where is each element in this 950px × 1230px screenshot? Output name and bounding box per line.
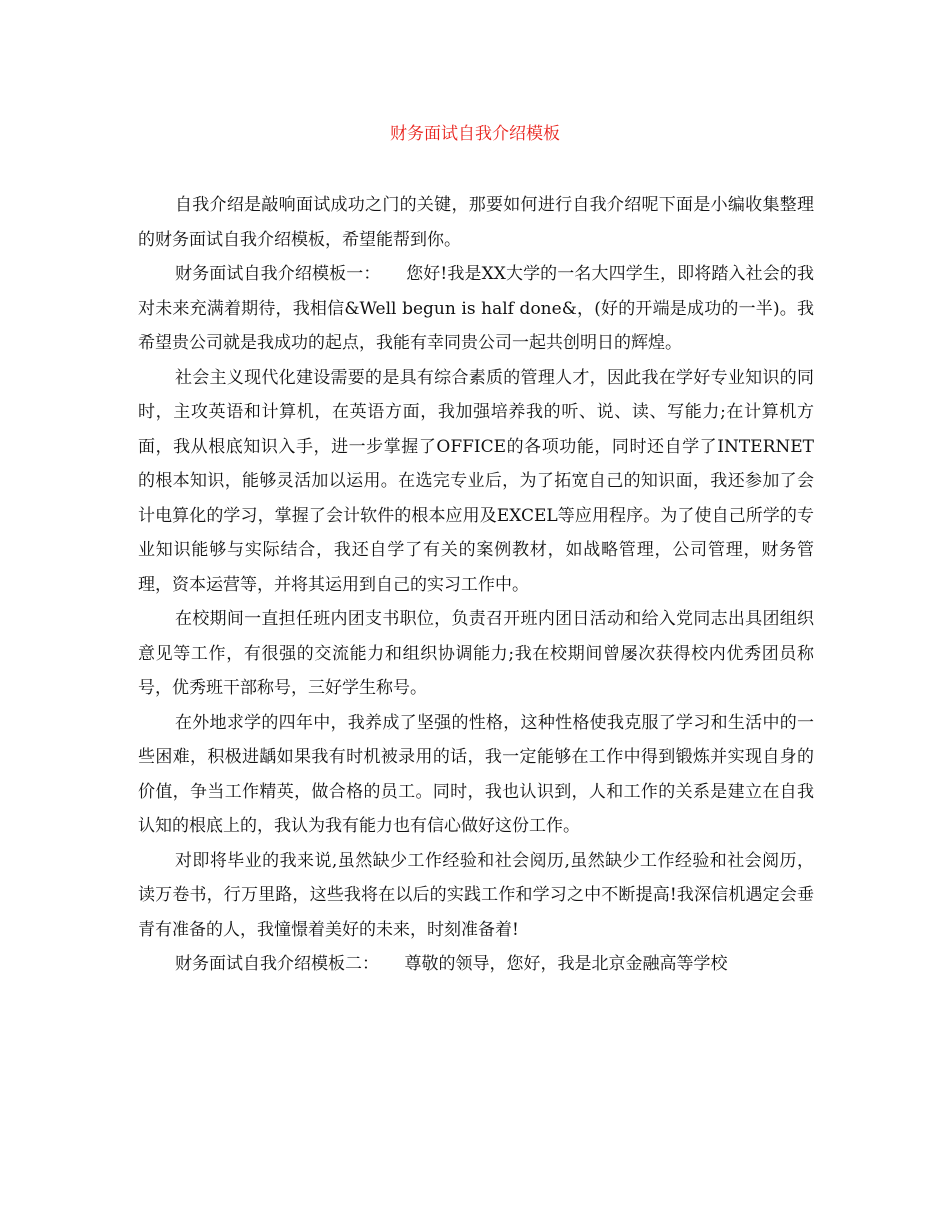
paragraph-template-two: 财务面试自我介绍模板二： 尊敬的领导，您好，我是北京金融高等学校 [175, 954, 728, 974]
paragraph-template-one: 财务面试自我介绍模板一： 您好!我是XX大学的一名大四学生，即将踏入社会的我对未来充满着期待，我相信&Well begun is half done&，(好的开端是成功的一半)。我希望贵公司就是我成功的起点，我能有幸同贵公司一起共创明日的辉煌。 [138, 264, 814, 353]
document-title: 财务面试自我介绍模板 [390, 124, 560, 144]
paragraph-intro: 自我介绍是敲响面试成功之门的关键，那要如何进行自我介绍呢下面是小编收集整理的财务面试自我介绍模板，希望能帮到你。 [138, 195, 814, 250]
paragraph-character: 在外地求学的四年中，我养成了坚强的性格，这种性格使我克服了学习和生活中的一些困难，积极进龋如果我有时机被录用的话，我一定能够在工作中得到锻炼并实现自身的价值，争当工作精英，做合格的员工。同时，我也认识到，人和工作的关系是建立在自我认知的根底上的，我认为我有能力也有信心做好这份工作。 [138, 712, 814, 836]
paragraph-graduation: 对即将毕业的我来说,虽然缺少工作经验和社会阅历,虽然缺少工作经验和社会阅历，读万卷书，行万里路，这些我将在以后的实践工作和学习之中不断提高!我深信机遇定会垂青有准备的人，我憧憬着美好的未来，时刻准备着! [138, 850, 814, 940]
document-body [138, 188, 814, 982]
paragraph-skills: 社会主义现代化建设需要的是具有综合素质的管理人才，因此我在学好专业知识的同时，主攻英语和计算机，在英语方面，我加强培养我的听、说、读、写能力;在计算机方面，我从根底知识入手，进一步掌握了OFFICE的各项功能，同时还自学了INTERNET的根本知识，能够灵活加以运用。在选完专业后，为了拓宽自己的知识面，我还参加了会计电算化的学习，掌握了会计软件的根本应用及EXCEL等应用程序。为了使自己所学的专业知识能够与实际结合，我还自学了有关的案例教材，如战略管理，公司管理，财务管理，资本运营等，并将其运用到自己的实习工作中。 [138, 367, 814, 595]
paragraph-school-roles: 在校期间一直担任班内团支书职位，负责召开班内团日活动和给入党同志出具团组织意见等工作，有很强的交流能力和组织协调能力;我在校期间曾屡次获得校内优秀团员称号，优秀班干部称号，三好学生称号。 [138, 609, 814, 698]
